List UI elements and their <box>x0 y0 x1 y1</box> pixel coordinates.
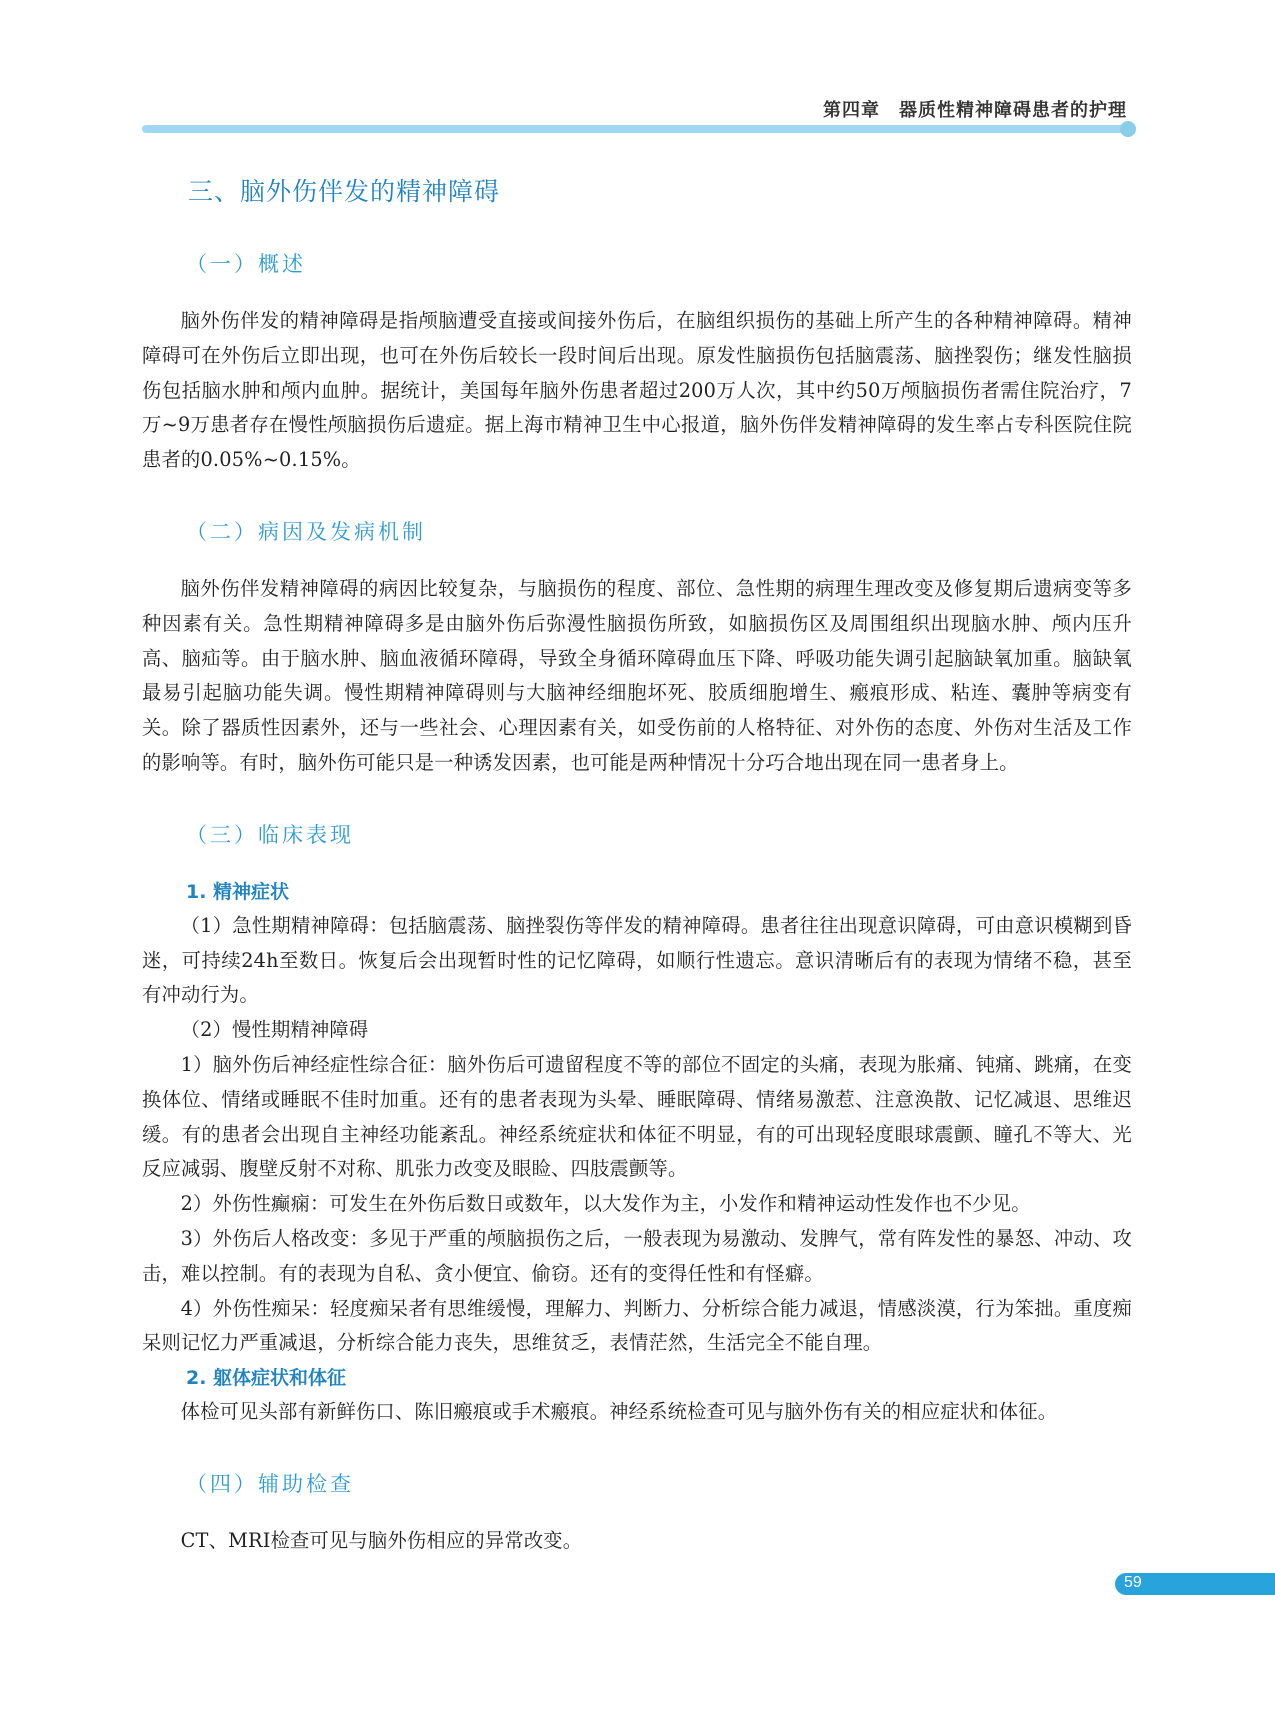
chapter-title: 第四章 器质性精神障碍患者的护理 <box>823 100 1127 121</box>
header-rule-dot <box>1120 121 1136 137</box>
subsection-heading-overview: （一）概述 <box>186 252 306 276</box>
paragraph-personality-change: 3）外伤后人格改变：多见于严重的颅脑损伤之后，一般表现为易激动、发脾气，常有阵发性的暴怒、冲动、攻击，难以控制。有的表现为自私、贪小便宜、偷窃。还有的变得任性和有怪癖。 <box>142 1226 1132 1285</box>
minor-heading-physical-signs: 2. 躯体症状和体征 <box>186 1367 347 1390</box>
paragraph-acute: （1）急性期精神障碍：包括脑震荡、脑挫裂伤等伴发的精神障碍。患者往往出现意识障碍，可由意识模糊到昏迷，可持续24h至数日。恢复后会出现暂时性的记忆障碍，如顺行性遗忘。意识清晰后有的表现为情绪不稳，甚至有冲动行为。 <box>142 913 1132 1007</box>
subsection-heading-clinical: （三）临床表现 <box>186 822 354 847</box>
page-number: 59 <box>1124 1574 1142 1591</box>
paragraph-chronic-heading: （2）慢性期精神障碍 <box>180 1018 369 1042</box>
paragraph-neurosis-syndrome: 1）脑外伤后神经症性综合征：脑外伤后可遗留程度不等的部位不固定的头痛，表现为胀痛、钝痛、跳痛，在变换体位、情绪或睡眠不佳时加重。还有的患者表现为头晕、睡眠障碍、情绪易激惹、注意涣散、记忆减退、思维迟缓。有的患者会出现自主神经功能紊乱。神经系统症状和体征不明显，有的可出现轻度眼球震颤、瞳孔不等大、光反应减弱、腹壁反射不对称、肌张力改变及眼睑、四肢震颤等。 <box>142 1052 1132 1181</box>
paragraph-epilepsy: 2）外伤性癫痫：可发生在外伤后数日或数年，以大发作为主，小发作和精神运动性发作也不少见。 <box>180 1192 1031 1216</box>
paragraph-auxiliary: CT、MRI检查可见与脑外伤相应的异常改变。 <box>180 1528 583 1552</box>
subsection-heading-auxiliary: （四）辅助检查 <box>186 1471 354 1496</box>
paragraph-overview: 脑外伤伴发的精神障碍是指颅脑遭受直接或间接外伤后，在脑组织损伤的基础上所产生的各种精神障碍。精神障碍可在外伤后立即出现，也可在外伤后较长一段时间后出现。原发性脑损伤包括脑震荡、脑挫裂伤；继发性脑损伤包括脑水肿和颅内血肿。据统计，美国每年脑外伤患者超过200万人次，其中约50万颅脑损伤者需住院治疗，7万~9万患者存在慢性颅脑损伤后遗症。据上海市精神卫生中心报道，脑外伤伴发精神障碍的发生率占专科医院住院患者的0.05%~0.15%。 <box>142 309 1132 472</box>
subsection-heading-etiology: （二）病因及发病机制 <box>186 519 426 544</box>
paragraph-dementia: 4）外伤性痴呆：轻度痴呆者有思维缓慢，理解力、判断力、分析综合能力减退，情感淡漠，行为笨拙。重度痴呆则记忆力严重减退，分析综合能力丧失，思维贫乏，表情茫然，生活完全不能自理。 <box>142 1296 1132 1355</box>
paragraph-physical-signs: 体检可见头部有新鲜伤口、陈旧瘢痕或手术瘢痕。神经系统检查可见与脑外伤有关的相应症状和体征。 <box>180 1400 1058 1424</box>
section-title: 三、脑外伤伴发的精神障碍 <box>188 177 501 206</box>
header-rule <box>142 125 1127 133</box>
paragraph-etiology: 脑外伤伴发精神障碍的病因比较复杂，与脑损伤的程度、部位、急性期的病理生理改变及修复期后遗病变等多种因素有关。急性期精神障碍多是由脑外伤后弥漫性脑损伤所致，如脑损伤区及周围组织出现脑水肿、颅内压升高、脑疝等。由于脑水肿、脑血液循环障碍，导致全身循环障碍血压下降、呼吸功能失调引起脑缺氧加重。脑缺氧最易引起脑功能失调。慢性期精神障碍则与大脑神经细胞坏死、胶质细胞增生、瘢痕形成、粘连、囊肿等病变有关。除了器质性因素外，还与一些社会、心理因素有关，如受伤前的人格特征、对外伤的态度、外伤对生活及工作的影响等。有时，脑外伤可能只是一种诱发因素，也可能是两种情况十分巧合地出现在同一患者身上。 <box>142 576 1132 774</box>
minor-heading-mental-symptoms: 1. 精神症状 <box>186 880 290 903</box>
page-body <box>142 160 1132 1559</box>
